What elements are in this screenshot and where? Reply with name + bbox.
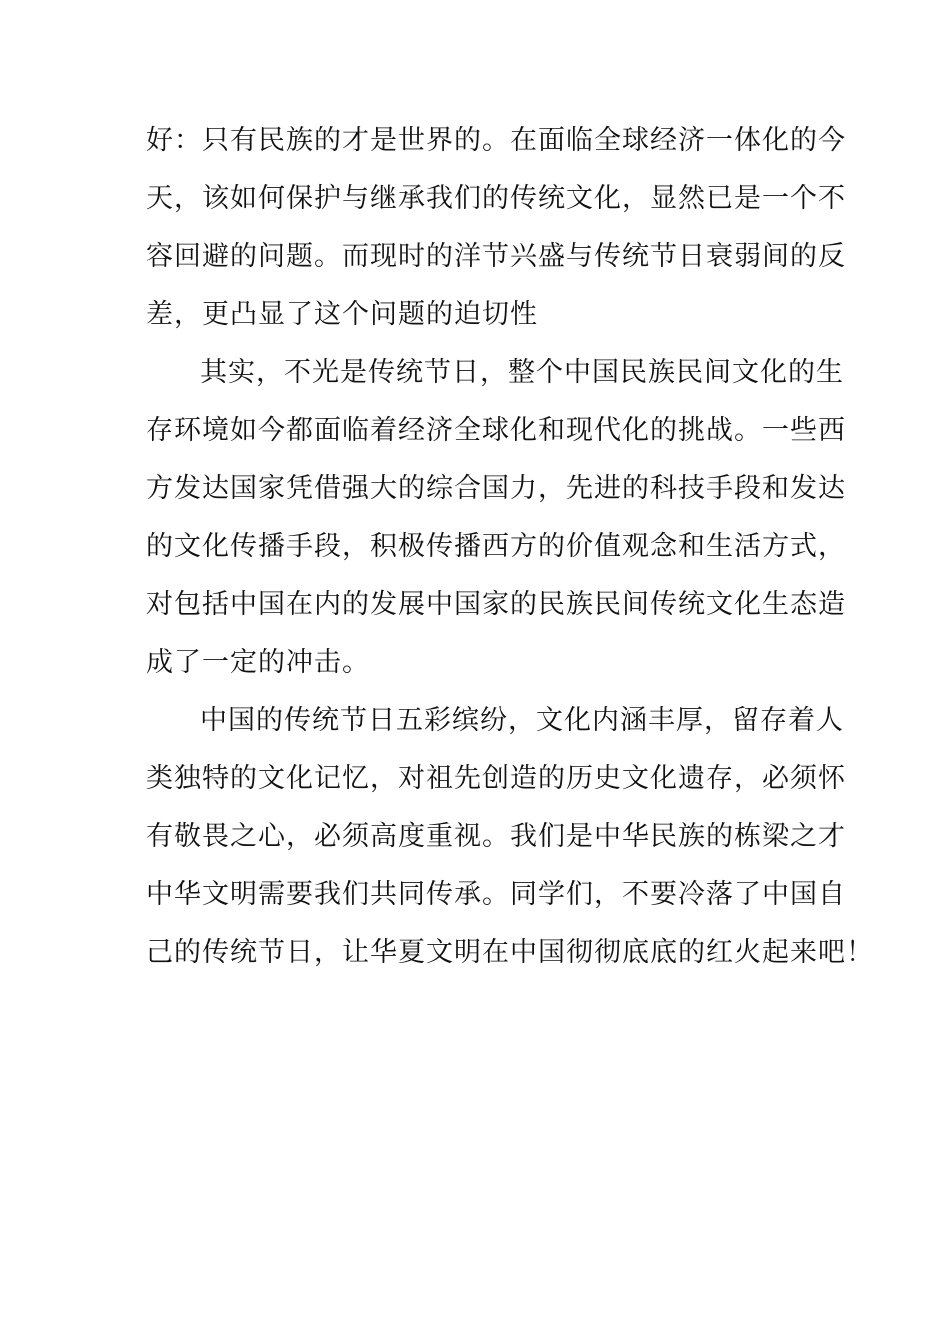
paragraph-line: 类独特的文化记忆，对祖先创造的历史文化遗存，必须怀 [146,763,846,794]
paragraph-line: 中华文明需要我们共同传承。同学们，不要冷落了中国自 [146,879,846,910]
paragraph-1 [146,112,846,344]
paragraph-line: 其实，不光是传统节日，整个中国民族民间文化的生 [200,357,844,388]
paragraph-line: 的文化传播手段，积极传播西方的价值观念和生活方式， [146,531,846,562]
paragraph-line: 有敬畏之心，必须高度重视。我们是中华民族的栋梁之才 [146,821,846,852]
paragraph-line: 容回避的问题。而现时的洋节兴盛与传统节日衰弱间的反 [146,241,846,272]
paragraph-line: 存环境如今都面临着经济全球化和现代化的挑战。一些西 [146,415,846,446]
document-body [146,112,874,982]
paragraph-line: 天，该如何保护与继承我们的传统文化，显然已是一个不 [146,183,846,214]
paragraph-line: 对包括中国在内的发展中国家的民族民间传统文化生态造 [146,589,846,620]
paragraph-3 [146,692,874,982]
paragraph-line: 成了一定的冲击。 [146,647,370,678]
paragraph-line: 己的传统节日，让华夏文明在中国彻彻底底的红火起来吧！ [146,937,874,968]
paragraph-line: 方发达国家凭借强大的综合国力，先进的科技手段和发达 [146,473,846,504]
paragraph-line: 差，更凸显了这个问题的迫切性 [146,299,538,330]
paragraph-line: 中国的传统节日五彩缤纷，文化内涵丰厚，留存着人 [200,705,844,736]
paragraph-line: 好：只有民族的才是世界的。在面临全球经济一体化的今 [146,125,846,156]
paragraph-2 [146,344,846,692]
